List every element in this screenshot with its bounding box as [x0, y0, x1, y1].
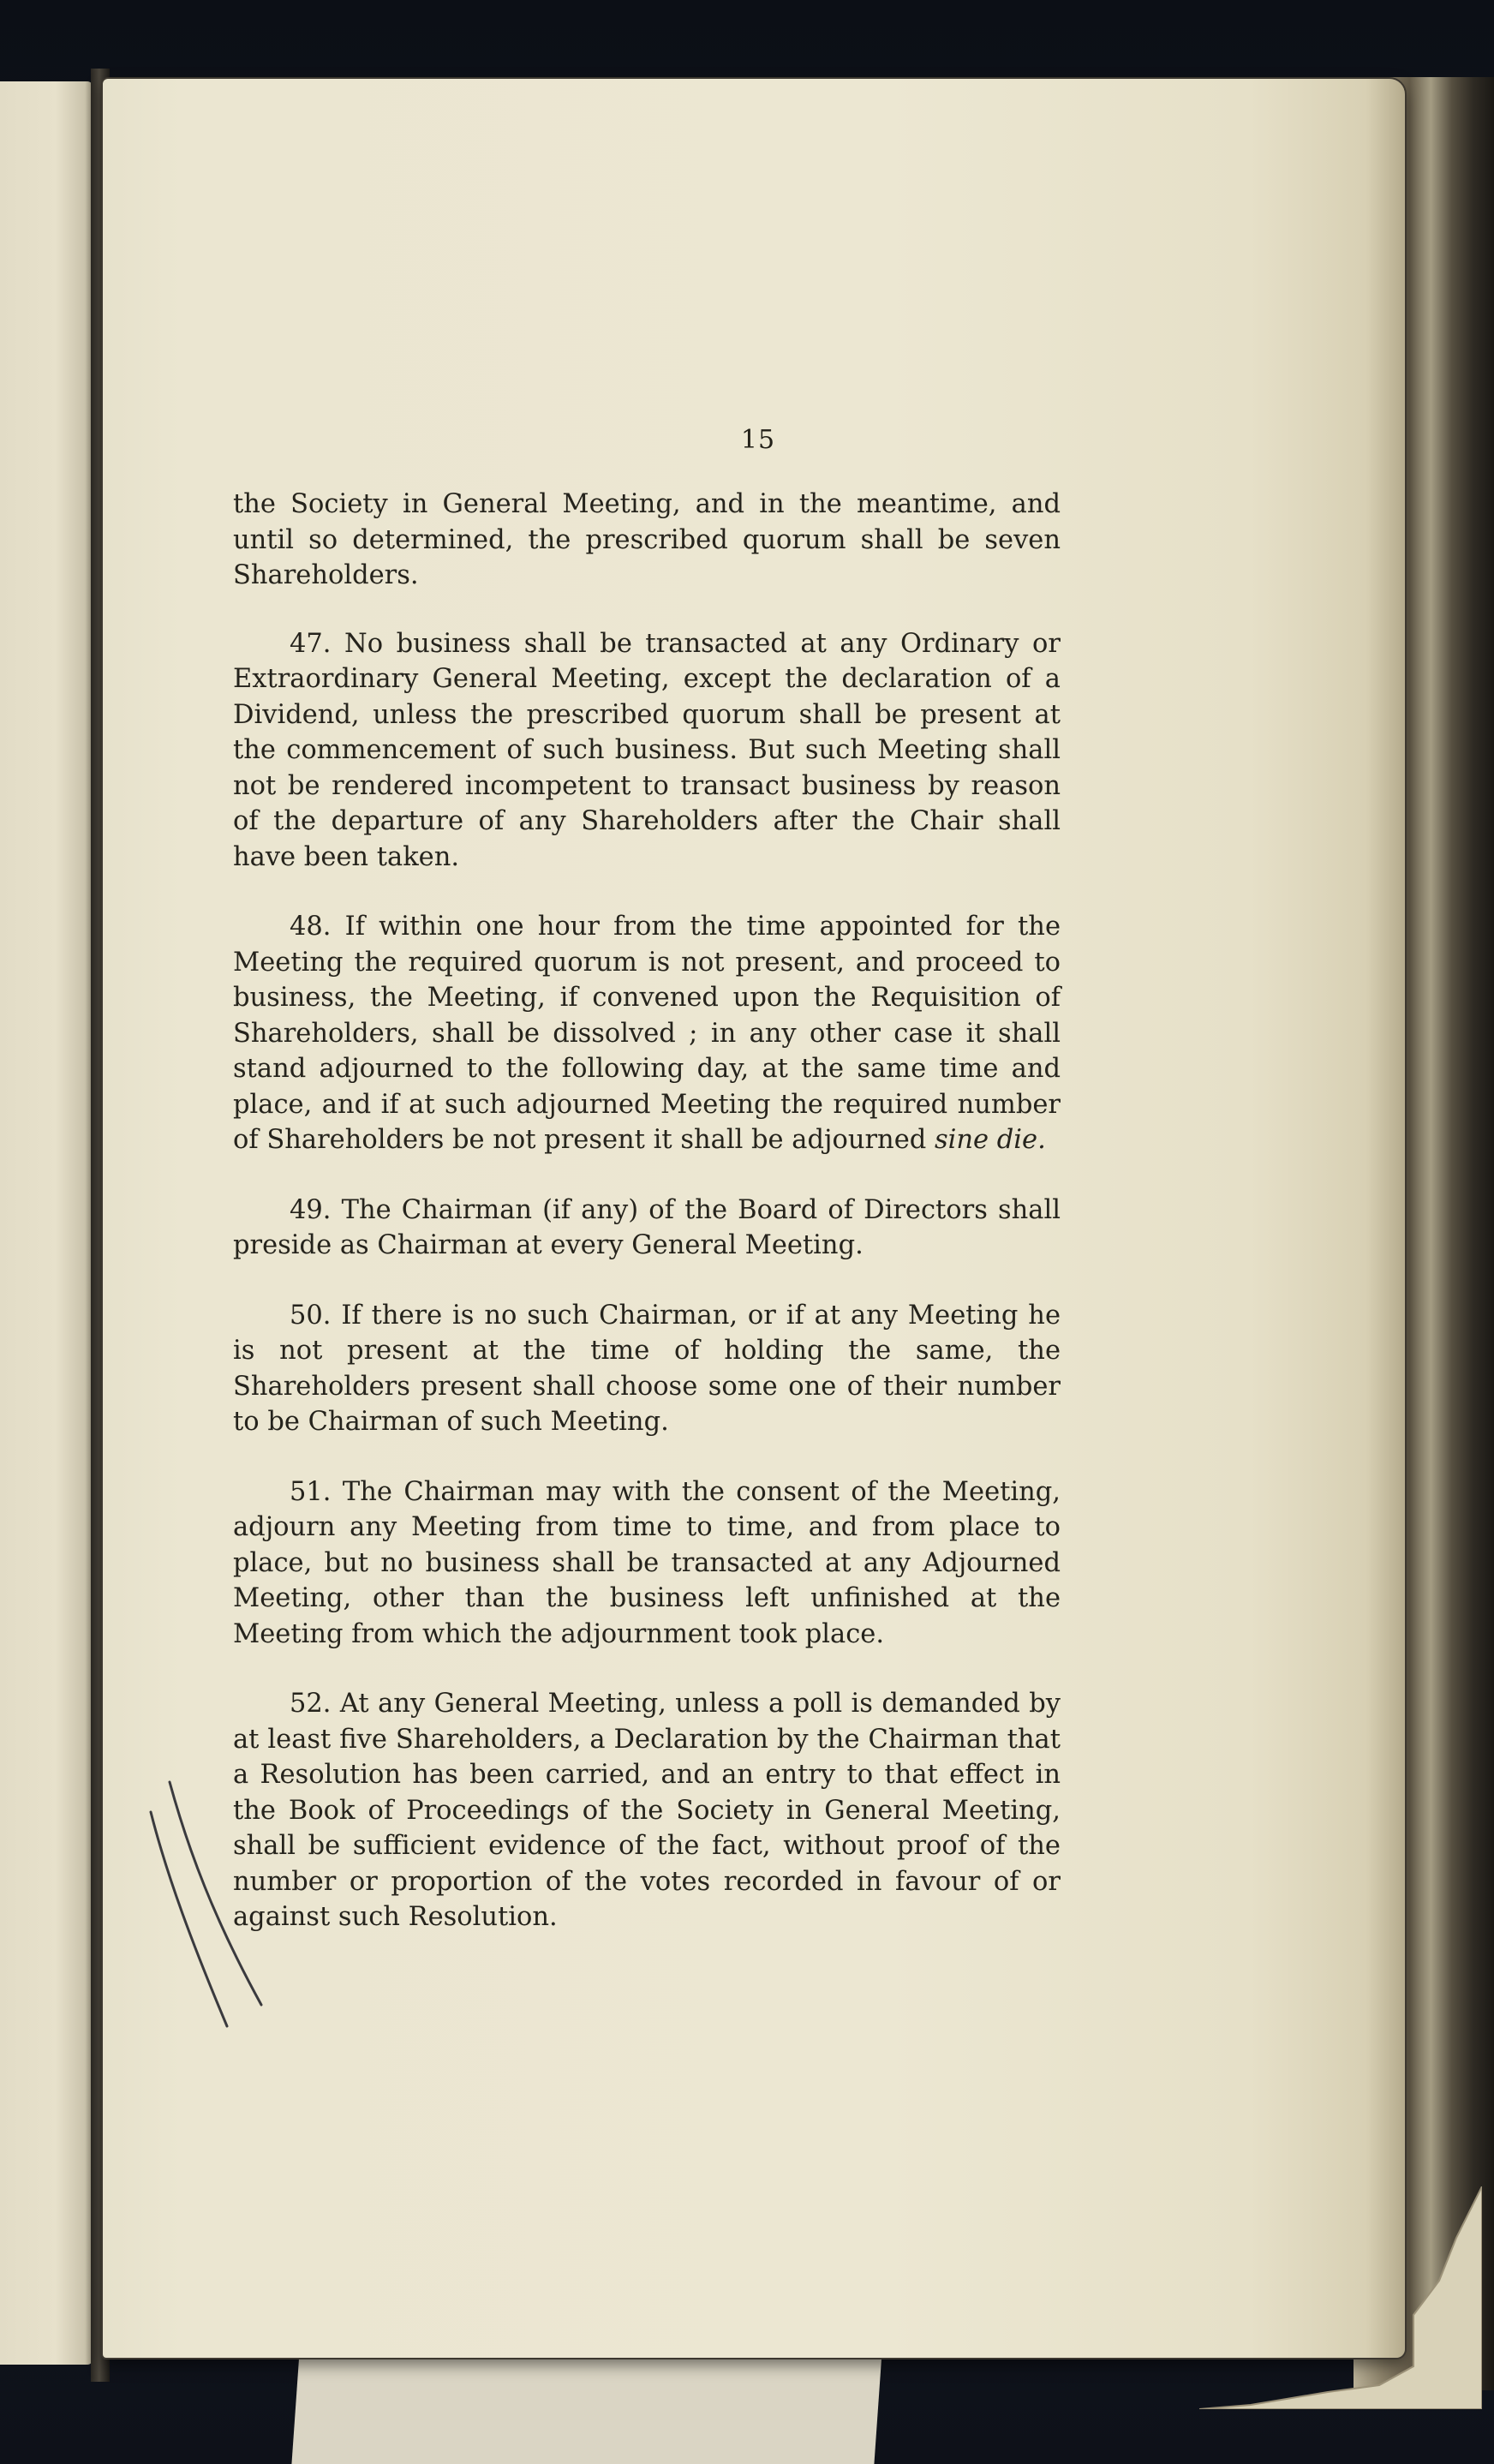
- clause-50: 50. If there is no such Chairman, or if at any Meeting he is not present at the time of holding the same, the Shareholders present shall choose some one of their number to be Chairman of such Meeting.: [233, 1300, 1061, 1437]
- clause-48-text: 48. If within one hour from the time appointed for the Meeting the required quorum is not present, and proceed to business, the Meeting, if convened upon the Requisition of Shareholders, shall be dissolved ; in any other case it shall stand adjourned to the following day, at the same time and place, and if at such adjourned Meeting the required number of Shareholders be not present it shall be adjourned: [233, 912, 1061, 1155]
- page-number: 15: [740, 425, 776, 455]
- clause-51: 51. The Chairman may with the consent of the Meeting, adjourn any Meeting from time to time, and from place to place, but no business shall be transacted at any Adjourned Meeting, other than the business left unfinished at the Meeting from which the adjournment took place.: [233, 1476, 1061, 1649]
- clause-48-italic: sine die.: [934, 1125, 1046, 1155]
- clause-52: 52. At any General Meeting, unless a poll is demanded by at least five Shareholders, a Declaration by the Chairman that a Resolution has been carried, and an entry to that effect in the Book of Proceedings of the Society in General Meeting, shall be sufficient evidence of the fact, without proof of the number or proportion of the votes recorded in favour of or against such Resolution.: [233, 1689, 1061, 1932]
- pencil-stroke-1: [170, 1782, 261, 2005]
- underlying-page-edge: [291, 2352, 881, 2464]
- clause-48: [233, 909, 1061, 1158]
- torn-corner: [1199, 2186, 1482, 2409]
- paragraph-continuation: the Society in General Meeting, and in the meantime, and until so determined, the prescribed quorum shall be seven Shareholders.: [233, 489, 1061, 590]
- clause-47: 47. No business shall be transacted at any Ordinary or Extraordinary General Meeting, except the declaration of a Dividend, unless the prescribed quorum shall be present at the commencement of such business. But such Meeting shall not be rendered incompetent to transact business by reason of the departure of any Shareholders after the Chair shall have been taken.: [233, 628, 1061, 872]
- clause-49: 49. The Chairman (if any) of the Board of Directors shall preside as Chairman at every General Meeting.: [233, 1194, 1061, 1260]
- facing-page-edge: [0, 81, 93, 2365]
- body-text: [233, 487, 1061, 1935]
- pencil-marks: [146, 1773, 274, 2030]
